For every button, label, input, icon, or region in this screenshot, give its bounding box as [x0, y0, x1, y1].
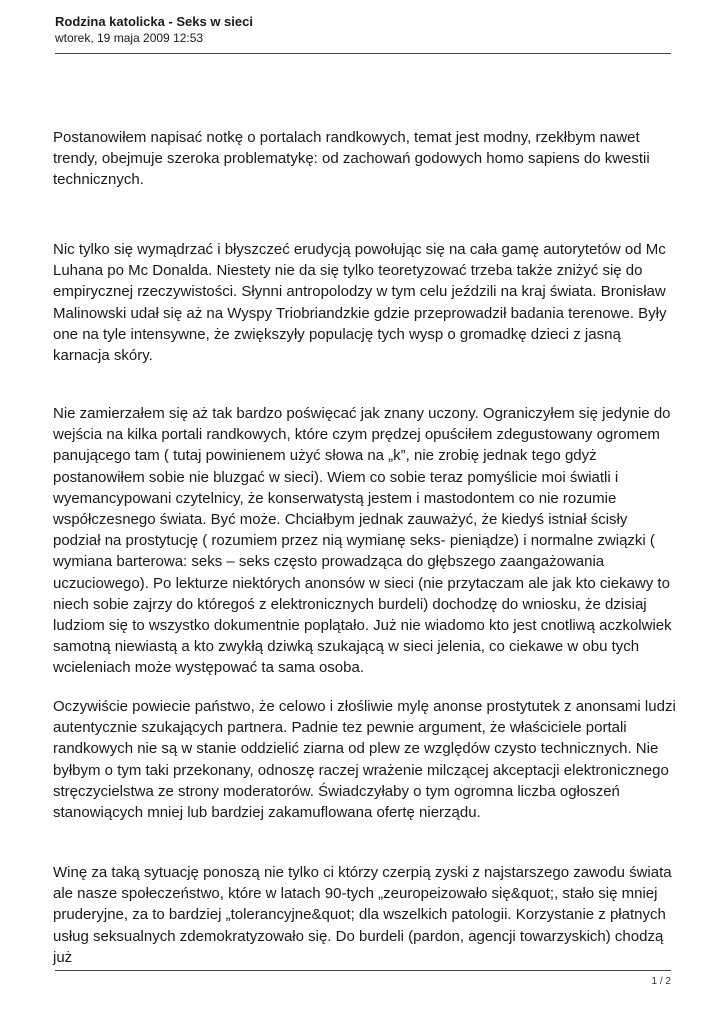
- paragraph-4: Oczywiście powiecie państwo, że celowo i złośliwie mylę anonse prostytutek z anonsami ludzi autentycznie szukających partnera. Padnie tez pewnie argument, że właściciele portali randkowych nie są w stanie oddzielić ziarna od plew ze względów czysto technicznych. Nie byłbym o tym taki przekonany, odnoszę raczej wrażenie milczącej akceptacji elektronicznego stręczycielstwa ze strony moderatorów. Świadczyłaby o tym ogromna liczba ogłoszeń stanowiących mniej lub bardziej zakamuflowana ofertę nierządu.: [53, 698, 676, 822]
- document-title: Rodzina katolicka - Seks w sieci: [55, 14, 253, 29]
- document-date: wtorek, 19 maja 2009 12:53: [55, 31, 204, 45]
- footer-divider: [55, 970, 671, 971]
- paragraph-5: Winę za taką sytuację ponoszą nie tylko ci którzy czerpią zyski z najstarszego zawodu świata ale nasze społeczeństwo, które w latach 90-tych „zeuropeizowało się&quot;, stało się mniej pruderyjne, za to bardziej „tolerancyjne&quot; dla wszelkich patologii. Korzystanie z płatnych usług seksualnych zdemokratyzowało się. Do burdeli (pardon, agencji towarzyskich) chodzą już: [53, 864, 672, 966]
- header-divider: [55, 53, 671, 54]
- document-header: [55, 14, 670, 46]
- paragraph-1: Postanowiłem napisać notkę o portalach randkowych, temat jest modny, rzekłbym nawet trendy, obejmuje szeroka problematykę: od zachowań godowych homo sapiens do kwestii technicznych.: [53, 129, 650, 189]
- page-number: 1 / 2: [651, 976, 671, 987]
- paragraph-2: Nic tylko się wymądrzać i błyszczeć erudycją powołując się na cała gamę autorytetów od Mc Luhana po Mc Donalda. Niestety nie da się tylko teoretyzować trzeba także zniżyć się do empirycznej rzeczywistości. Słynni antropolodzy w tym celu jeździli na kraj świata. Bronisław Malinowski udał się aż na Wyspy Triobriandzkie gdzie przeprowadził badania terenowe. Były one na tyle intensywne, że zwiększyły populację tych wysp o gromadkę dzieci z jasną karnacja skóry.: [53, 241, 667, 365]
- paragraph-3: Nie zamierzałem się aż tak bardzo poświęcać jak znany uczony. Ograniczyłem się jedynie do wejścia na kilka portali randkowych, które czym prędzej opuściłem zdegustowany ogromem panującego tam ( tutaj powinienem użyć słowa na „k”, nie zrobię jednak tego gdyż postanowiłem sobie nie bluzgać w sieci). Wiem co sobie teraz pomyślicie moi światli i wyemancypowani czytelnicy, że konserwatystą jestem i mastodontem co nie rozumie współczesnego świata. Być może. Chciałbym jednak zauważyć, że kiedyś istniał ścisły podział na prostytucję ( rozumiem przez nią wymianę seks- pieniądze) i normalne związki ( wymiana barterowa: seks – seks często prowadząca do głębszego zaangażowania uczuciowego). Po lekturze niektórych anonsów w sieci (nie przytaczam ale jak kto ciekawy to niech sobie zajrzy do któregoś z elektronicznych burdeli) dochodzę do wniosku, że dzisiaj ludziom się to wszystko dokumentnie poplątało. Już nie wiadomo kto jest cnotliwą aczkolwiek samotną niewiastą a kto zwykłą dziwką szukającą w sieci jelenia, co ciekawe w obu tych wcieleniach może występować ta sama osoba.: [53, 405, 672, 677]
